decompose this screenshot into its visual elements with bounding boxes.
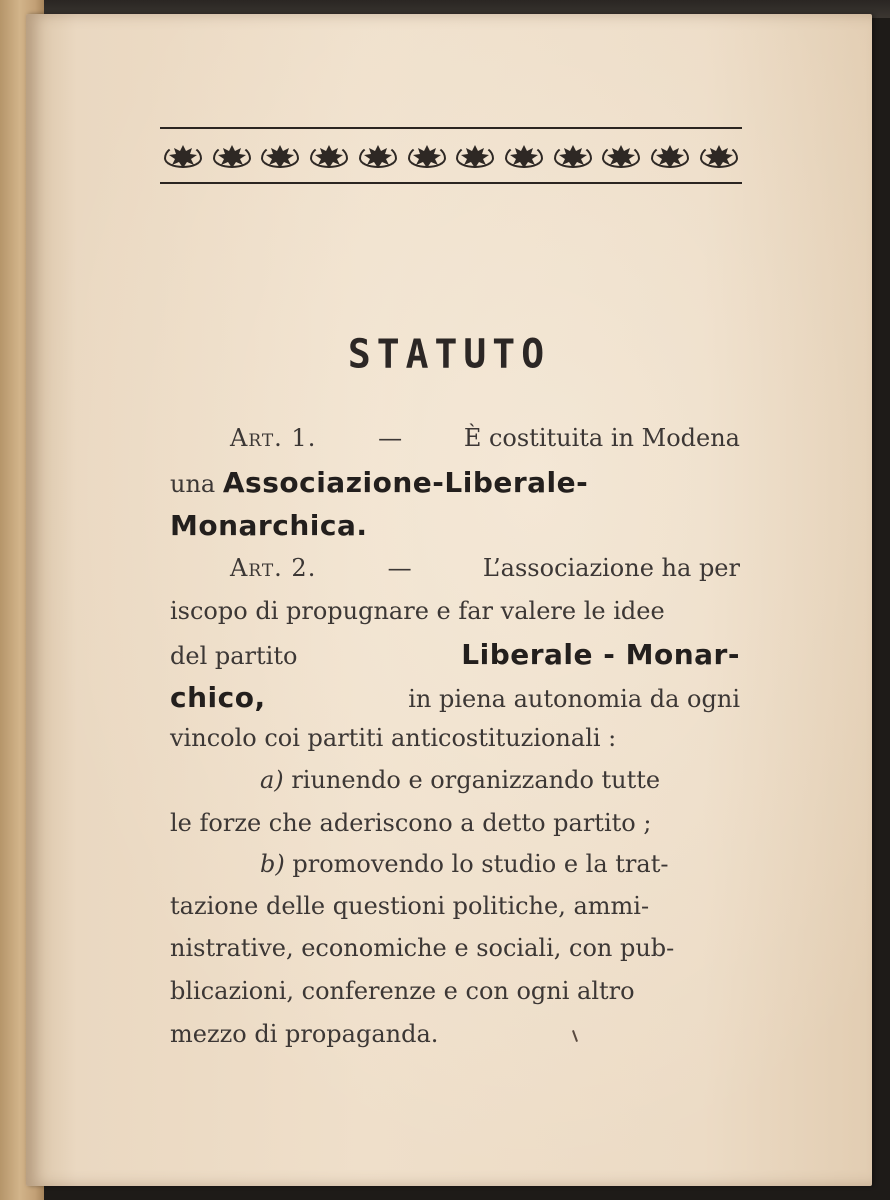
vine-leaf-icon (507, 143, 541, 169)
art1-una: una (170, 470, 216, 498)
vine-leaf-icon (458, 143, 492, 169)
leaf-ornament-icon (647, 138, 693, 174)
item-a-marker: a) (260, 766, 284, 794)
leaf-ornament-icon (696, 138, 742, 174)
item-b-line3: nistrative, economiche e sociali, con pub- (170, 934, 675, 962)
leaf-ornament-icon (306, 138, 352, 174)
art2-line1-rest: L’associazione ha per (482, 554, 740, 582)
art1-line1 (230, 424, 740, 452)
leaf-ornament-icon (501, 138, 547, 174)
vine-leaf-icon (312, 143, 346, 169)
art1-label: Art. 1. (230, 424, 317, 452)
leaf-ornament-band (160, 136, 742, 176)
ornament-bottom-rule (160, 182, 742, 184)
art2-line2: iscopo di propugnare e far valere le idee (170, 597, 665, 625)
item-b-line5: mezzo di propaganda. (170, 1020, 439, 1048)
vine-leaf-icon (215, 143, 249, 169)
item-a-line1 (260, 766, 740, 794)
leaf-ornament-icon (209, 138, 255, 174)
leaf-ornament-icon (452, 138, 498, 174)
item-b-line4: blicazioni, conferenze e con ogni altro (170, 977, 635, 1005)
item-a-line2: le forze che aderiscono a detto partito ; (170, 809, 652, 837)
vine-leaf-icon (556, 143, 590, 169)
art2-dash: — (387, 554, 412, 582)
page-title: STATUTO (347, 330, 551, 378)
item-b-marker: b) (260, 850, 285, 878)
leaf-ornament-icon (598, 138, 644, 174)
document-page (26, 14, 872, 1186)
vine-leaf-icon (166, 143, 200, 169)
art1-dash: — (378, 424, 403, 452)
association-name-line2: Monarchica. (170, 509, 368, 542)
vine-leaf-icon (263, 143, 297, 169)
item-b-line2: tazione delle questioni politiche, ammi- (170, 892, 650, 920)
item-a-text: riunendo e organizzando tutte (291, 766, 661, 794)
vine-leaf-icon (410, 143, 444, 169)
leaf-ornament-icon (160, 138, 206, 174)
art1-text: È costituita in Modena (463, 424, 740, 452)
art2-line1 (230, 554, 740, 582)
art2-line4 (170, 681, 740, 714)
art2-label: Art. 2. (230, 554, 317, 582)
art2-line5: vincolo coi partiti anticostituzionali : (170, 724, 617, 752)
decorative-border (160, 127, 742, 185)
vine-leaf-icon (361, 143, 395, 169)
leaf-ornament-icon (355, 138, 401, 174)
leaf-ornament-icon (404, 138, 450, 174)
party-name-line1: Liberale - Monar- (461, 638, 740, 671)
art1-line3 (170, 509, 740, 542)
ornament-top-rule (160, 127, 742, 129)
art2-line3-pre: del partito (170, 642, 298, 670)
art2-line4-rest: in piena autonomia da ogni (408, 685, 740, 713)
association-name-line1: Associazione-Liberale- (222, 466, 589, 499)
vine-leaf-icon (702, 143, 736, 169)
leaf-ornament-icon (257, 138, 303, 174)
vine-leaf-icon (653, 143, 687, 169)
item-b-text: promovendo lo studio e la trat- (292, 850, 669, 878)
art2-line3 (170, 638, 740, 671)
leaf-ornament-icon (550, 138, 596, 174)
item-b-line1 (260, 850, 740, 878)
party-name-line2: chico, (170, 681, 266, 714)
vine-leaf-icon (604, 143, 638, 169)
art1-line2 (170, 466, 740, 499)
